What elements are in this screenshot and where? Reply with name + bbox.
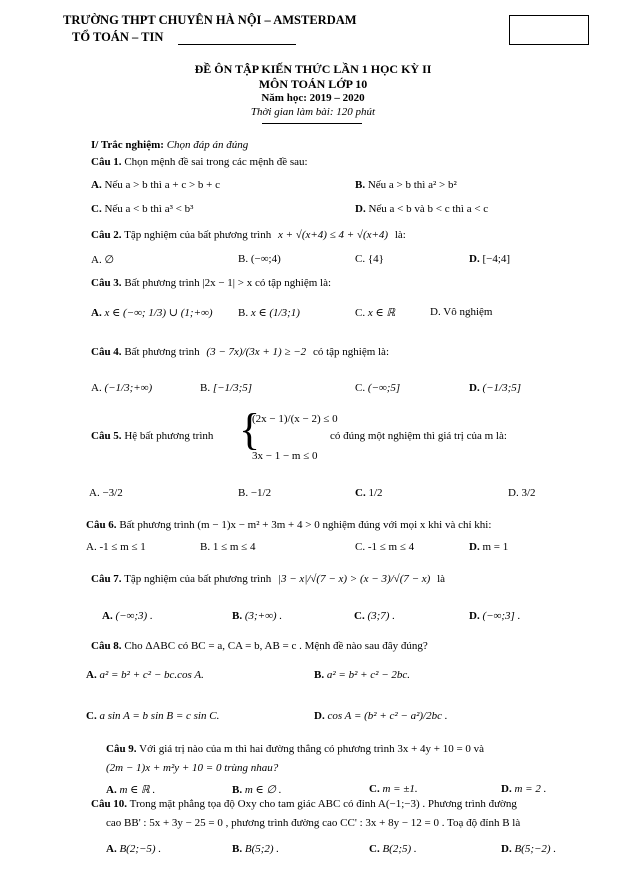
school-year: Năm học: 2019 – 2020: [261, 92, 365, 104]
question-7: Câu 7. Tập nghiệm của bất phương trình |3 − x|/√(7 − x) > (x − 3)/√(7 − x) là: [91, 573, 446, 585]
question-9-line-2: (2m − 1)x + m²y + 10 = 0 trùng nhau?: [106, 762, 279, 774]
q4-option-d[interactable]: D. (−1/3;5]: [469, 382, 522, 394]
q7-option-a[interactable]: A. (−∞;3) .: [102, 610, 153, 622]
q1-option-c[interactable]: C. Nếu a < b thì a³ < b³: [91, 203, 194, 215]
q9-option-b[interactable]: B. m ∈ ∅ .: [232, 784, 282, 796]
question-4: Câu 4. Bất phương trình (3 − 7x)/(3x + 1) ≥ −2 có tập nghiệm là:: [91, 346, 389, 358]
q6-option-d[interactable]: D. m = 1: [469, 541, 509, 553]
q8-option-a[interactable]: A. a² = b² + c² − bc.cos A.: [86, 669, 204, 681]
question-10-line-2: cao BB' : 5x + 3y − 25 = 0 , phương trình đường cao CC' : 3x + 8y − 12 = 0 . Toạ độ đỉnh B là: [106, 817, 521, 829]
q2-option-d[interactable]: D. [−4;4]: [469, 253, 511, 265]
q1-option-d[interactable]: D. Nếu a < b và b < c thì a < c: [355, 203, 489, 215]
question-6: Câu 6. Bất phương trình (m − 1)x − m² + 3m + 4 > 0 nghiệm đúng với mọi x khi và chỉ khi:: [86, 519, 492, 531]
q1-option-b[interactable]: B. Nếu a > b thì a² > b²: [355, 179, 457, 191]
q8-option-b[interactable]: B. a² = b² + c² − 2bc.: [314, 669, 411, 681]
signature-line: [178, 44, 296, 45]
question-10: Câu 10. Trong mặt phẳng tọa độ Oxy cho tam giác ABC có đỉnh A(−1;−3) . Phương trình đường: [91, 798, 517, 810]
q5-option-a[interactable]: A. −3/2: [89, 487, 123, 499]
q10-option-d[interactable]: D. B(5;−2) .: [501, 843, 557, 855]
question-2: Câu 2. Tập nghiệm của bất phương trình x + √(x+4) ≤ 4 + √(x+4) là:: [91, 229, 406, 241]
q8-option-d[interactable]: D. cos A = (b² + c² − a²)/2bc .: [314, 710, 448, 722]
q2-option-c[interactable]: C. {4}: [355, 253, 384, 265]
q10-option-a[interactable]: A. B(2;−5) .: [106, 843, 162, 855]
score-box: [509, 15, 589, 45]
q3-option-a[interactable]: A. x ∈ (−∞; 1/3) ∪ (1;+∞): [91, 307, 213, 319]
q4-option-a[interactable]: A. (−1/3;+∞): [91, 382, 153, 394]
q5-inequality-1: (2x − 1)/(x − 2) ≤ 0: [252, 413, 338, 425]
question-5: Câu 5. Hệ bất phương trình: [91, 430, 214, 442]
q3-option-c[interactable]: C. x ∈ ℝ: [355, 307, 396, 319]
q2-option-b[interactable]: B. (−∞;4): [238, 253, 281, 265]
q6-option-c[interactable]: C. -1 ≤ m ≤ 4: [355, 541, 415, 553]
q5-option-d[interactable]: D. 3/2: [508, 487, 536, 499]
department-name: TỔ TOÁN – TIN: [72, 30, 164, 44]
q5-option-c[interactable]: C. 1/2: [355, 487, 383, 499]
exam-title: ĐỀ ÔN TẬP KIẾN THỨC LẦN 1 HỌC KỲ II: [194, 62, 432, 76]
section-heading: I/ Trắc nghiệm: Chọn đáp án đúng: [91, 139, 249, 151]
q5-inequality-2: 3x − 1 − m ≤ 0: [252, 450, 318, 462]
question-8: Câu 8. Cho ΔABC có BC = a, CA = b, AB = c . Mệnh đề nào sau đây đúng?: [91, 640, 428, 652]
q8-option-c[interactable]: C. a sin A = b sin B = c sin C.: [86, 710, 220, 722]
q3-option-b[interactable]: B. x ∈ (1/3;1): [238, 307, 300, 319]
q10-option-c[interactable]: C. B(2;5) .: [369, 843, 417, 855]
q5-option-b[interactable]: B. −1/2: [238, 487, 272, 499]
subject-title: MÔN TOÁN LỚP 10: [258, 77, 368, 91]
q6-option-a[interactable]: A. -1 ≤ m ≤ 1: [86, 541, 146, 553]
q7-option-d[interactable]: D. (−∞;3] .: [469, 610, 521, 622]
time-limit: Thời gian làm bài: 120 phút: [250, 106, 376, 118]
q6-option-b[interactable]: B. 1 ≤ m ≤ 4: [200, 541, 256, 553]
q4-option-c[interactable]: C. (−∞;5]: [355, 382, 401, 394]
q7-option-b[interactable]: B. (3;+∞) .: [232, 610, 283, 622]
q9-option-c[interactable]: C. m = ±1.: [369, 783, 418, 795]
q9-option-a[interactable]: A. m ∈ ℝ .: [106, 784, 156, 796]
q3-option-d[interactable]: D. Vô nghiệm: [430, 306, 493, 318]
q7-option-c[interactable]: C. (3;7) .: [354, 610, 395, 622]
q4-option-b[interactable]: B. [−1/3;5]: [200, 382, 253, 394]
title-underline: [262, 123, 362, 124]
q9-option-d[interactable]: D. m = 2 .: [501, 783, 547, 795]
q1-option-a[interactable]: A. Nếu a > b thì a + c > b + c: [91, 179, 220, 191]
question-9: Câu 9. Với giá trị nào của m thì hai đường thẳng có phương trình 3x + 4y + 10 = 0 và: [106, 743, 485, 755]
q2-option-a[interactable]: A. ∅: [91, 254, 115, 266]
q5-tail: có đúng một nghiệm thì giá trị của m là:: [330, 430, 507, 442]
school-name: TRƯỜNG THPT CHUYÊN HÀ NỘI – AMSTERDAM: [63, 13, 357, 27]
q5-brace: {: [239, 405, 261, 454]
q10-option-b[interactable]: B. B(5;2) .: [232, 843, 280, 855]
question-3: Câu 3. Bất phương trình |2x − 1| > x có tập nghiệm là:: [91, 277, 332, 289]
question-1: Câu 1. Chọn mệnh đề sai trong các mệnh đề sau:: [91, 156, 308, 168]
